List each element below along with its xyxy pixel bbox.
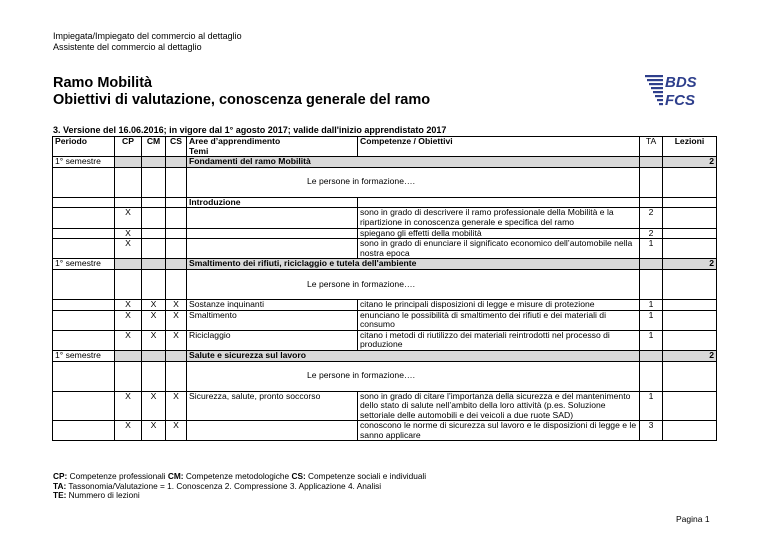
ta-value: 2 — [640, 208, 663, 228]
area-text: Smaltimento — [187, 310, 358, 330]
legend-cp-text: Competenze professionali — [67, 471, 168, 481]
cs-mark: X — [166, 421, 187, 441]
intro-text: Le persone in formazione…. — [187, 361, 640, 391]
ta-value: 1 — [640, 330, 663, 350]
section-title: Fondamenti del ramo Mobilità — [187, 157, 640, 168]
col-cm: CM — [142, 137, 166, 157]
objective-text: spiegano gli effetti della mobilità — [358, 228, 640, 239]
col-aree-line1: Aree d’apprendimento — [189, 136, 281, 146]
cs-mark: X — [166, 310, 187, 330]
col-lezioni: Lezioni — [663, 137, 717, 157]
legend-line-3 — [53, 491, 426, 501]
area-text — [187, 228, 358, 239]
table-row — [53, 208, 717, 228]
legend-ta-key: TA: — [53, 480, 67, 491]
section-title: Salute e sicurezza sul lavoro — [187, 350, 640, 361]
col-cs: CS — [166, 137, 187, 157]
cp-mark: X — [115, 299, 142, 310]
cs-mark: X — [166, 299, 187, 310]
intro-text: Le persone in formazione…. — [187, 269, 640, 299]
area-text — [187, 208, 358, 228]
col-competenze: Competenze / Obiettivi — [358, 137, 640, 157]
section-row — [53, 259, 717, 270]
legend-ta-text: Tassonomia/Valutazione = 1. Conoscenza 2. Compressione 3. Applicazione 4. Analisi — [66, 480, 382, 491]
ta-value: 1 — [640, 239, 663, 259]
table-row — [53, 421, 717, 441]
cm-mark — [142, 239, 166, 259]
section-lessons: 2 — [663, 259, 717, 270]
cm-mark: X — [142, 330, 166, 350]
subtitle-text: Introduzione — [187, 197, 358, 208]
table-row — [53, 391, 717, 421]
objective-text: sono in grado di citare l’importanza della sicurezza e del mantenimento dello stato di salute nell’ambito della loro attività (p.es. Soluzione settoriale delle automobili e dei veicoli a due ruote SAD) — [358, 391, 640, 421]
table-row — [53, 228, 717, 239]
cp-mark: X — [115, 330, 142, 350]
section-period: 1° semestre — [53, 259, 115, 270]
objective-text: citano le principali disposizioni di legge e misure di protezione — [358, 299, 640, 310]
cp-mark: X — [115, 228, 142, 239]
cs-mark — [166, 239, 187, 259]
section-row — [53, 350, 717, 361]
cp-mark: X — [115, 391, 142, 421]
objective-text: citano i metodi di riutilizzo dei materiali reintrodotti nel processo di produzione — [358, 330, 640, 350]
objective-text: sono in grado di enunciare il significato economico dell’automobile nella nostra epoca — [358, 239, 640, 259]
cp-mark: X — [115, 208, 142, 228]
col-ta: TA — [640, 137, 663, 157]
section-row — [53, 157, 717, 168]
legend-cs-text: Competenze sociali e individuali — [305, 471, 427, 481]
intro-row — [53, 167, 717, 197]
cp-mark: X — [115, 421, 142, 441]
intro-text: Le persone in formazione…. — [187, 167, 640, 197]
col-periodo: Periodo — [53, 137, 115, 157]
cm-mark: X — [142, 310, 166, 330]
logo-text-bds: BDS — [665, 74, 697, 91]
cs-mark — [166, 208, 187, 228]
cp-mark: X — [115, 310, 142, 330]
col-aree-line2: Temi — [189, 145, 209, 156]
section-period: 1° semestre — [53, 350, 115, 361]
cm-mark: X — [142, 299, 166, 310]
area-text — [187, 421, 358, 441]
section-title: Smaltimento dei rifiuti, riciclaggio e tutela dell'ambiente — [187, 259, 640, 270]
area-text: Sostanze inquinanti — [187, 299, 358, 310]
table-row — [53, 330, 717, 350]
bds-fcs-logo — [645, 72, 717, 108]
header-line-2: Assistente del commercio al dettaglio — [53, 42, 202, 52]
cp-mark: X — [115, 239, 142, 259]
title-line-1: Ramo Mobilità — [53, 75, 153, 91]
legend-te-text: Nummero di lezioni — [66, 490, 140, 500]
legend-cm-key: CM: — [167, 471, 184, 481]
legend-cs-key: CS: — [291, 471, 306, 481]
legend-footer — [53, 472, 426, 501]
table-row — [53, 299, 717, 310]
objective-text: enunciano le possibilità di smaltimento dei rifiuti e dei materiali di consumo — [358, 310, 640, 330]
ta-value: 2 — [640, 228, 663, 239]
cs-mark: X — [166, 330, 187, 350]
ta-value: 1 — [640, 310, 663, 330]
ta-value: 1 — [640, 391, 663, 421]
version-line: 3. Versione del 16.06.2016; in vigore dal 1° agosto 2017; valide dall'inizio apprendistato 2017 — [53, 125, 447, 135]
table-row — [53, 310, 717, 330]
title-line-2: Obiettivi di valutazione, conoscenza generale del ramo — [53, 92, 431, 108]
section-period: 1° semestre — [53, 157, 115, 168]
header-line-1: Impiegata/Impiegato del commercio al dettaglio — [53, 31, 242, 41]
page-title — [53, 75, 430, 109]
ta-value: 3 — [640, 421, 663, 441]
cm-mark — [142, 228, 166, 239]
area-text — [187, 239, 358, 259]
legend-cp-key: CP: — [53, 471, 68, 481]
ta-value: 1 — [640, 299, 663, 310]
objectives-table — [52, 136, 717, 441]
subtitle-row — [53, 197, 717, 208]
table-header-row — [53, 137, 717, 157]
section-lessons: 2 — [663, 157, 717, 168]
logo-text-fcs: FCS — [665, 92, 695, 108]
intro-row — [53, 269, 717, 299]
document-header — [53, 31, 242, 53]
col-cp: CP — [115, 137, 142, 157]
area-text: Riciclaggio — [187, 330, 358, 350]
legend-te-key: TE: — [53, 490, 67, 500]
cs-mark — [166, 228, 187, 239]
objective-text: sono in grado di descrivere il ramo professionale della Mobilità e la ripartizione in conoscenza generale e specifica del ramo — [358, 208, 640, 228]
col-aree — [187, 137, 358, 157]
cs-mark: X — [166, 391, 187, 421]
table-row — [53, 239, 717, 259]
area-text: Sicurezza, salute, pronto soccorso — [187, 391, 358, 421]
cm-mark: X — [142, 391, 166, 421]
section-lessons: 2 — [663, 350, 717, 361]
cm-mark: X — [142, 421, 166, 441]
intro-row — [53, 361, 717, 391]
legend-cm-text: Competenze metodologiche — [183, 471, 292, 481]
objective-text: conoscono le norme di sicurezza sul lavoro e le disposizioni di legge e le sanno applicare — [358, 421, 640, 441]
page-number: Pagina 1 — [676, 514, 710, 524]
cm-mark — [142, 208, 166, 228]
